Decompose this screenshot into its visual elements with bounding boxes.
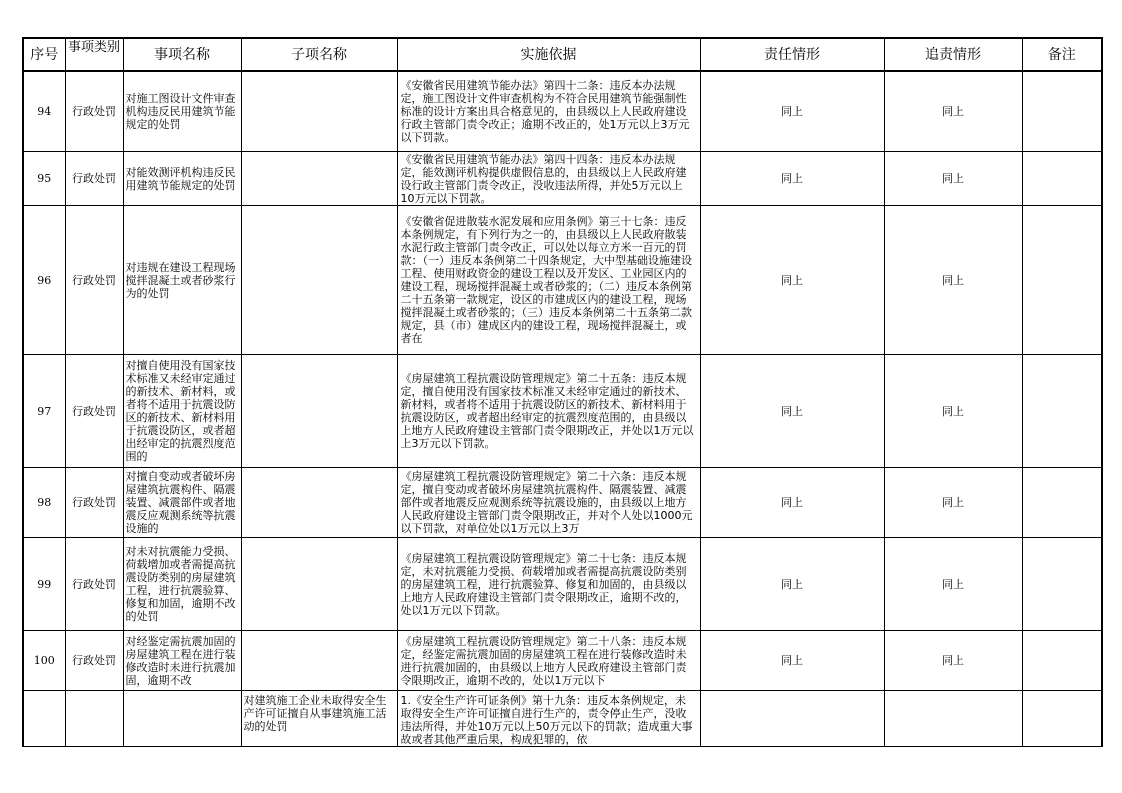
cell-note [1022,538,1102,631]
header-note: 备注 [1022,38,1102,71]
cell-liability: 同上 [884,631,1022,691]
cell-note [1022,71,1102,152]
header-basis: 实施依据 [397,38,700,71]
cell-basis-text: 《安徽省民用建筑节能办法》第四十四条：违反本办法规定，能效测评机构提供虚假信息的，由县级以上人民政府建设行政主管部门责令改正，没收违法所得，并处5万元以上10万元以下罚款。 [400,152,687,205]
cell-basis-text: 《房屋建筑工程抗震设防管理规定》第二十五条：违反本规定，擅自使用没有国家技术标准又未经审定通过的新技术、新材料，或者将不适用于抗震设防区的新技术、新材料用于抗震设防区，或者超出经审定的抗震烈度范围的，由县级以上地方人民政府建设主管部门责令限期改正，并处以1万元以上3万元以下罚款。 [400,372,694,450]
cell-name-text: 对经鉴定需抗震加固的房屋建筑工程在进行装修改造时未进行抗震加固，逾期不改 [125,634,236,687]
cell-liability: 同上 [884,71,1022,152]
cell-basis [397,631,700,691]
cell-seq: 99 [23,538,65,631]
cell-basis [397,355,700,468]
table-row [23,355,1102,468]
cell-sub [241,152,397,206]
cell-note [1022,468,1102,538]
table-row [23,468,1102,538]
cell-sub [241,538,397,631]
cell-duty: 同上 [700,206,884,355]
cell-liability [884,691,1022,747]
cell-basis [397,152,700,206]
cell-note [1022,631,1102,691]
cell-liability: 同上 [884,206,1022,355]
cell-note [1022,206,1102,355]
cell-name [123,468,241,538]
responsibility-table [22,37,1103,747]
header-type [65,38,123,71]
cell-basis [397,538,700,631]
cell-note [1022,152,1102,206]
header-liability: 追责情形 [884,38,1022,71]
cell-type: 行政处罚 [65,538,123,631]
cell-type: 行政处罚 [65,355,123,468]
cell-basis-text: 《房屋建筑工程抗震设防管理规定》第二十七条：违反本规定，未对抗震能力受损、荷载增加或者需提高抗震设防类别的房屋建筑工程，进行抗震验算、修复和加固的，由县级以上地方人民政府建设主管部门责令限期改正，逾期不改的，处以1万元以下罚款。 [400,551,687,617]
cell-liability: 同上 [884,468,1022,538]
cell-sub [241,631,397,691]
cell-seq: 100 [23,631,65,691]
cell-liability: 同上 [884,152,1022,206]
cell-basis [397,691,700,747]
cell-name [123,691,241,747]
cell-duty: 同上 [700,538,884,631]
table-row [23,206,1102,355]
cell-note [1022,355,1102,468]
cell-name-text: 对能效测评机构违反民用建筑节能规定的处罚 [125,165,236,192]
cell-name [123,631,241,691]
cell-basis [397,206,700,355]
cell-liability: 同上 [884,538,1022,631]
table-row [23,152,1102,206]
cell-seq: 94 [23,71,65,152]
cell-duty: 同上 [700,355,884,468]
cell-name [123,71,241,152]
cell-type [65,691,123,747]
cell-seq [23,691,65,747]
cell-name [123,355,241,468]
cell-basis-text: 《房屋建筑工程抗震设防管理规定》第二十六条：违反本规定，擅自变动或者破坏房屋建筑抗震构件、隔震装置、减震部件或者地震反应观测系统等抗震设施的，由县级以上地方人民政府建设主管部门责令限期改正，并对个人处以1000元以下罚款，对单位处以1万元以上3万 [400,470,693,535]
cell-basis [397,71,700,152]
header-sub: 子项名称 [241,38,397,71]
cell-type: 行政处罚 [65,631,123,691]
cell-name [123,206,241,355]
table-row [23,631,1102,691]
table-row [23,71,1102,152]
cell-basis [397,468,700,538]
cell-name-text: 对擅自变动或者破坏房屋建筑抗震构件、隔震装置、减震部件或者地震反应观测系统等抗震设施的 [125,470,236,535]
header-seq: 序号 [23,38,65,71]
header-name: 事项名称 [123,38,241,71]
header-row [23,38,1102,71]
cell-name-text: 对违规在建设工程现场搅拌混凝土或者砂浆行为的处罚 [125,260,236,300]
cell-type: 行政处罚 [65,468,123,538]
cell-duty: 同上 [700,631,884,691]
cell-sub [241,206,397,355]
cell-name-text: 对未对抗震能力受损、荷载增加或者需提高抗震设防类别的房屋建筑工程，进行抗震验算、修复和加固，逾期不改的处罚 [125,545,236,623]
cell-note [1022,691,1102,747]
cell-type: 行政处罚 [65,71,123,152]
cell-name [123,538,241,631]
table-row [23,691,1102,747]
cell-sub [241,71,397,152]
cell-seq: 97 [23,355,65,468]
cell-sub [241,355,397,468]
cell-basis-text: 《安徽省民用建筑节能办法》第四十二条：违反本办法规定，施工图设计文件审查机构为不符合民用建筑节能强制性标准的设计方案出具合格意见的，由县级以上人民政府建设行政主管部门责令改正；逾期不改正的，处1万元以上3万元以下罚款。 [400,79,690,144]
cell-seq: 98 [23,468,65,538]
cell-sub-text: 对建筑施工企业未取得安全生产许可证擅自从事建筑施工活动的处罚 [243,694,387,733]
cell-name-text: 对擅自使用没有国家技术标准又未经审定通过的新技术、新材料，或者将不适用于抗震设防区的新技术、新材料用于抗震设防区，或者超出经审定的抗震烈度范围的 [125,359,236,463]
cell-sub [241,468,397,538]
cell-sub [241,691,397,747]
cell-name-text: 对施工图设计文件审查机构违反民用建筑节能规定的处罚 [125,92,236,131]
cell-basis-text: 《安徽省促进散装水泥发展和应用条例》第三十七条：违反本条例规定，有下列行为之一的，由县级以上人民政府散装水泥行政主管部门责令改正，可以处以每立方米一百元的罚款：（一）违反本条例第二十四条规定，大中型基础设施建设工程、使用财政资金的建设工程以及开发区、工业园区内的建设工程，现场搅拌混凝土或者砂浆的；（二）违反本条例第二十五条第一款规定，设区的市建成区内的建设工程，现场搅拌混凝土或者砂浆的；（三）违反本条例第二十五条第二款规定，县（市）建成区内的建设工程，现场搅拌混凝土，或者在 [400,215,692,345]
cell-basis-text: 《房屋建筑工程抗震设防管理规定》第二十八条：违反本规定，经鉴定需抗震加固的房屋建筑工程在进行装修改造时未进行抗震加固的，由县级以上地方人民政府建设主管部门责令限期改正，逾期不改的，处以1万元以下 [400,634,687,687]
cell-type: 行政处罚 [65,206,123,355]
header-duty: 责任情形 [700,38,884,71]
table-row [23,538,1102,631]
header-type-label: 事项类别 [67,40,120,55]
cell-seq: 95 [23,152,65,206]
cell-duty: 同上 [700,468,884,538]
cell-type: 行政处罚 [65,152,123,206]
cell-duty [700,691,884,747]
cell-liability: 同上 [884,355,1022,468]
cell-name [123,152,241,206]
cell-duty: 同上 [700,152,884,206]
cell-duty: 同上 [700,71,884,152]
cell-seq: 96 [23,206,65,355]
cell-basis-text: 1.《安全生产许可证条例》第十九条：违反本条例规定，未取得安全生产许可证擅自进行生产的，责令停止生产，没收违法所得，并处10万元以上50万元以下的罚款；造成重大事故或者其他严重后果，构成犯罪的，依 [400,694,693,746]
